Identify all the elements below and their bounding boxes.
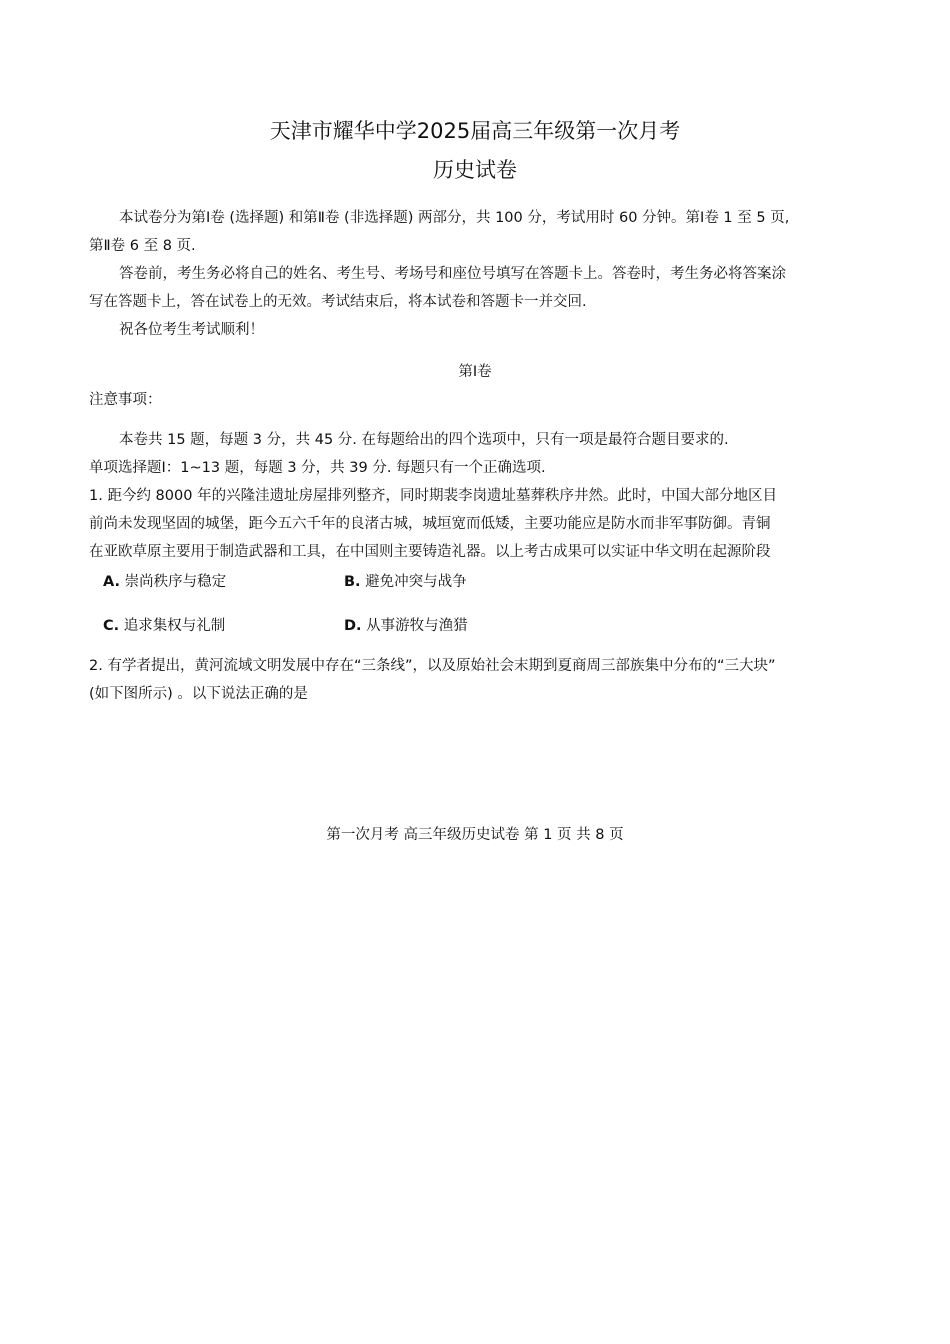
exam-title: 天津市耀华中学2025届高三年级第一次月考 (269, 119, 681, 143)
question-1-text: 前尚未发现坚固的城堡，距今五六千年的良渚古城，城垣宽而低矮，主要功能应是防水而非军事防御。青铜 (89, 516, 771, 532)
intro-line: 答卷前，考生务必将自己的姓名、考生号、考场号和座位号填写在答题卡上。答卷时，考生务必将答案涂 (119, 266, 786, 282)
question-1-text: 在亚欧草原主要用于制造武器和工具，在中国则主要铸造礼器。以上考古成果可以实证中华文明在起源阶段 (89, 544, 771, 560)
intro-line: 第Ⅱ卷 6 至 8 页. (89, 238, 196, 254)
option-text: 追求集权与礼制 (123, 618, 226, 634)
option-text: 从事游牧与渔猎 (366, 618, 468, 634)
option-d (344, 614, 468, 635)
notice-line: 本卷共 15 题，每题 3 分，共 45 分. 在每题给出的四个选项中，只有一项是最符合题目要求的. (119, 432, 729, 448)
option-letter: A. (103, 574, 120, 590)
option-letter: D. (344, 618, 362, 634)
question-1-text: 1. 距今约 8000 年的兴隆洼遗址房屋排列整齐，同时期裴李岗遗址墓葬秩序井然。此时，中国大部分地区目 (89, 488, 778, 504)
question-2-text: (如下图所示) 。以下说法正确的是 (89, 686, 308, 702)
intro-line: 祝各位考生考试顺利！ (119, 322, 264, 338)
page-footer: 第一次月考 高三年级历史试卷 第 1 页 共 8 页 (326, 827, 624, 843)
exam-subject: 历史试卷 (433, 158, 517, 182)
single-choice-instructions: 单项选择题Ⅰ：1~13 题，每题 3 分，共 39 分. 每题只有一个正确选项. (89, 460, 546, 476)
option-text: 崇尚秩序与稳定 (124, 574, 227, 590)
option-letter: C. (103, 618, 120, 634)
option-letter: B. (344, 574, 361, 590)
section-title: 第Ⅰ卷 (458, 364, 492, 380)
question-2-text: 2. 有学者提出，黄河流域文明发展中存在“三条线”，以及原始社会末期到夏商周三部族集中分布的“三大块” (89, 658, 776, 674)
intro-line: 本试卷分为第Ⅰ卷 (选择题) 和第Ⅱ卷 (非选择题) 两部分，共 100 分，考试用时 60 分钟。第Ⅰ卷 1 至 5 页, (119, 210, 790, 226)
option-c (103, 614, 225, 635)
option-a (103, 570, 226, 591)
option-text: 避免冲突与战争 (365, 574, 467, 590)
option-b (344, 570, 467, 591)
notice-label: 注意事项： (89, 392, 162, 408)
intro-line: 写在答题卡上，答在试卷上的无效。考试结束后，将本试卷和答题卡一并交回. (89, 294, 587, 310)
